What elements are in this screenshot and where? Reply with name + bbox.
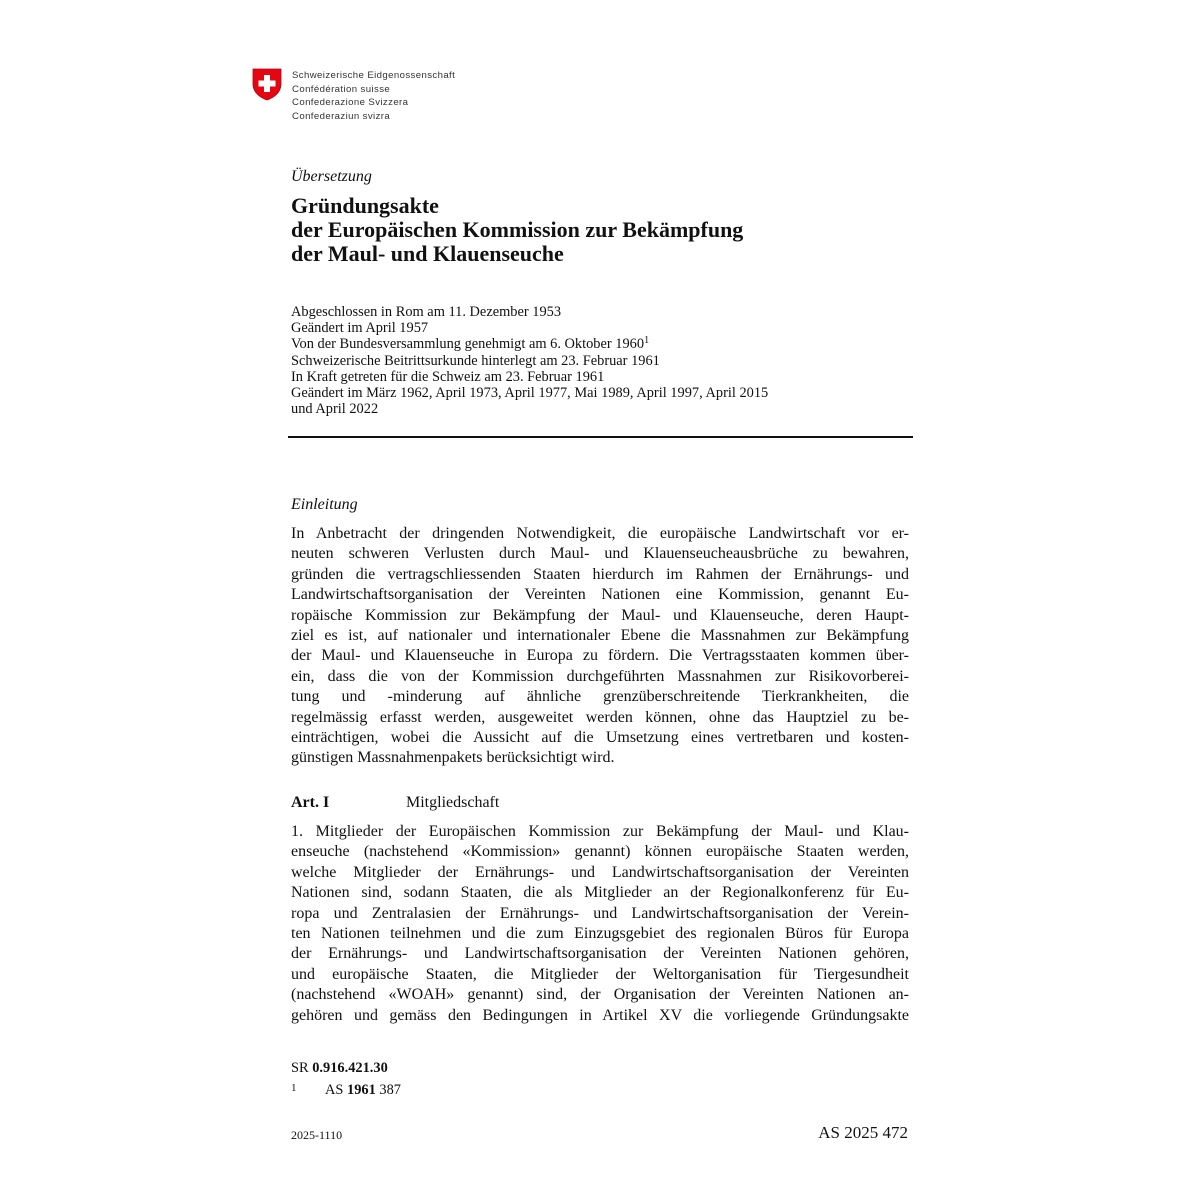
title-line: Gründungsakte xyxy=(291,193,439,218)
text-line: gründen die vertragschliessenden Staaten hierdurch im Rahmen der Ernährungs- und xyxy=(291,565,909,583)
fact-amended-later-cont: und April 2022 xyxy=(291,401,379,418)
sr-prefix: SR xyxy=(291,1060,309,1076)
authority-line-rm: Confederaziun svizra xyxy=(292,110,391,122)
authority-line-de: Schweizerische Eidgenossenschaft xyxy=(292,70,456,81)
footnote-page: 387 xyxy=(379,1082,401,1098)
article-number: Art. I xyxy=(291,794,330,811)
footnote-ref[interactable]: 1 xyxy=(644,335,650,347)
text-line: Landwirtschaftsorganisation der Vereinten Nationen eine Kommission, genannt Eu- xyxy=(291,586,909,604)
introduction-heading: Einleitung xyxy=(291,496,358,513)
title-line: der Maul- und Klauenseuche xyxy=(291,241,564,266)
text-line: ein, dass die von der Kommission durchgeführten Massnahmen zur Risikovorberei- xyxy=(291,667,909,685)
text-line: ropa und Zentralasien der Ernährungs- und Landwirtschaftsorganisation der Verein- xyxy=(291,904,909,922)
text-line: ziel es ist, auf nationaler und internationaler Ebene die Massnahmen zur Bekämpfung xyxy=(291,627,909,645)
fact-amended-later: Geändert im März 1962, April 1973, April 1977, Mai 1989, April 1997, April 2015 xyxy=(291,385,769,402)
article-1-paragraph xyxy=(291,822,909,1026)
authority-line-fr: Confédération suisse xyxy=(292,83,391,95)
translation-label: Übersetzung xyxy=(291,168,372,185)
text-line: In Anbetracht der dringenden Notwendigkeit, die europäische Landwirtschaft vor er- xyxy=(291,525,909,542)
text-line: Nationen sind, sodann Staaten, die als Mitglieder an der Regionalkonferenz für Eu- xyxy=(291,884,909,902)
as-reference: AS 2025 472 xyxy=(818,1123,908,1142)
fact-approved-text: Von der Bundesversammlung genehmigt am 6. Oktober 1960 xyxy=(291,336,645,353)
article-title: Mitgliedschaft xyxy=(406,794,500,811)
text-line: regelmässig erfasst werden, ausgeweitet werden können, ohne das Hauptziel zu be- xyxy=(291,708,909,726)
article-1-heading xyxy=(291,794,499,812)
sr-number-line xyxy=(291,1058,401,1078)
text-line: einträchtigen, wobei die Aussicht auf die Umsetzung eines vertretbaren und kosten- xyxy=(291,729,909,747)
enactment-facts xyxy=(291,304,768,417)
text-line: neuten schweren Verlusten durch Maul- und Klauenseucheausbrüche zu bewahren, xyxy=(291,545,909,563)
authority-line-it: Confederazione Svizzera xyxy=(292,97,409,108)
section-divider xyxy=(288,436,913,438)
text-line: 1. Mitglieder der Europäischen Kommission zur Bekämpfung der Maul- und Klau- xyxy=(291,823,909,840)
text-line: (nachstehend «WOAH» genannt) sind, der Organisation der Vereinten Nationen an- xyxy=(291,986,909,1004)
document-id: 2025-1110 xyxy=(291,1128,343,1142)
text-line: gehören und gemäss den Bedingungen in Artikel XV die vorliegende Gründungsakte xyxy=(291,1006,909,1024)
fact-approved xyxy=(291,336,768,352)
fact-amended: Geändert im April 1957 xyxy=(291,320,429,337)
footnotes xyxy=(291,1058,401,1100)
fact-in-force: In Kraft getreten für die Schweiz am 23. Februar 1961 xyxy=(291,368,605,385)
sr-number: 0.916.421.30 xyxy=(312,1060,388,1076)
fact-deposit: Schweizerische Beitrittsurkunde hinterlegt am 23. Februar 1961 xyxy=(291,352,660,369)
text-line: der Maul- und Klauenseuche in Europa zu fördern. Die Vertragsstaaten kommen über- xyxy=(291,647,909,665)
text-line: enseuche (nachstehend «Kommission» genannt) können europäische Staaten werden, xyxy=(291,843,909,861)
footnote-prefix: AS xyxy=(325,1082,344,1098)
authority-name xyxy=(292,69,455,123)
introduction-paragraph xyxy=(291,524,909,769)
title-line: der Europäischen Kommission zur Bekämpfung xyxy=(291,217,744,242)
footnote-1 xyxy=(291,1078,401,1100)
text-line: welche Mitglieder der Ernährungs- und Landwirtschaftsorganisation der Vereinten xyxy=(291,863,909,881)
document-title xyxy=(291,194,743,266)
swiss-cross-emblem-icon xyxy=(252,68,282,101)
text-line: und europäische Staaten, die Mitglieder der Weltorganisation für Tiergesundheit xyxy=(291,965,909,983)
text-line: günstigen Massnahmenpakets berücksichtigt wird. xyxy=(291,749,615,767)
text-line: tung und -minderung auf ähnliche grenzüberschreitende Tierkrankheiten, die xyxy=(291,688,909,706)
footnote-year: 1961 xyxy=(347,1082,376,1098)
federal-logo xyxy=(252,68,455,123)
text-line: ropäische Kommission zur Bekämpfung der Maul- und Klauenseuche, deren Haupt- xyxy=(291,606,909,624)
text-line: der Ernährungs- und Landwirtschaftsorganisation der Vereinten Nationen gehören, xyxy=(291,945,909,963)
fact-concluded: Abgeschlossen in Rom am 11. Dezember 1953 xyxy=(291,304,562,320)
text-line: ten Nationen teilnehmen und die zum Einzugsgebiet des regionalen Büros für Europa xyxy=(291,925,909,943)
footnote-number: 1 xyxy=(291,1082,297,1094)
